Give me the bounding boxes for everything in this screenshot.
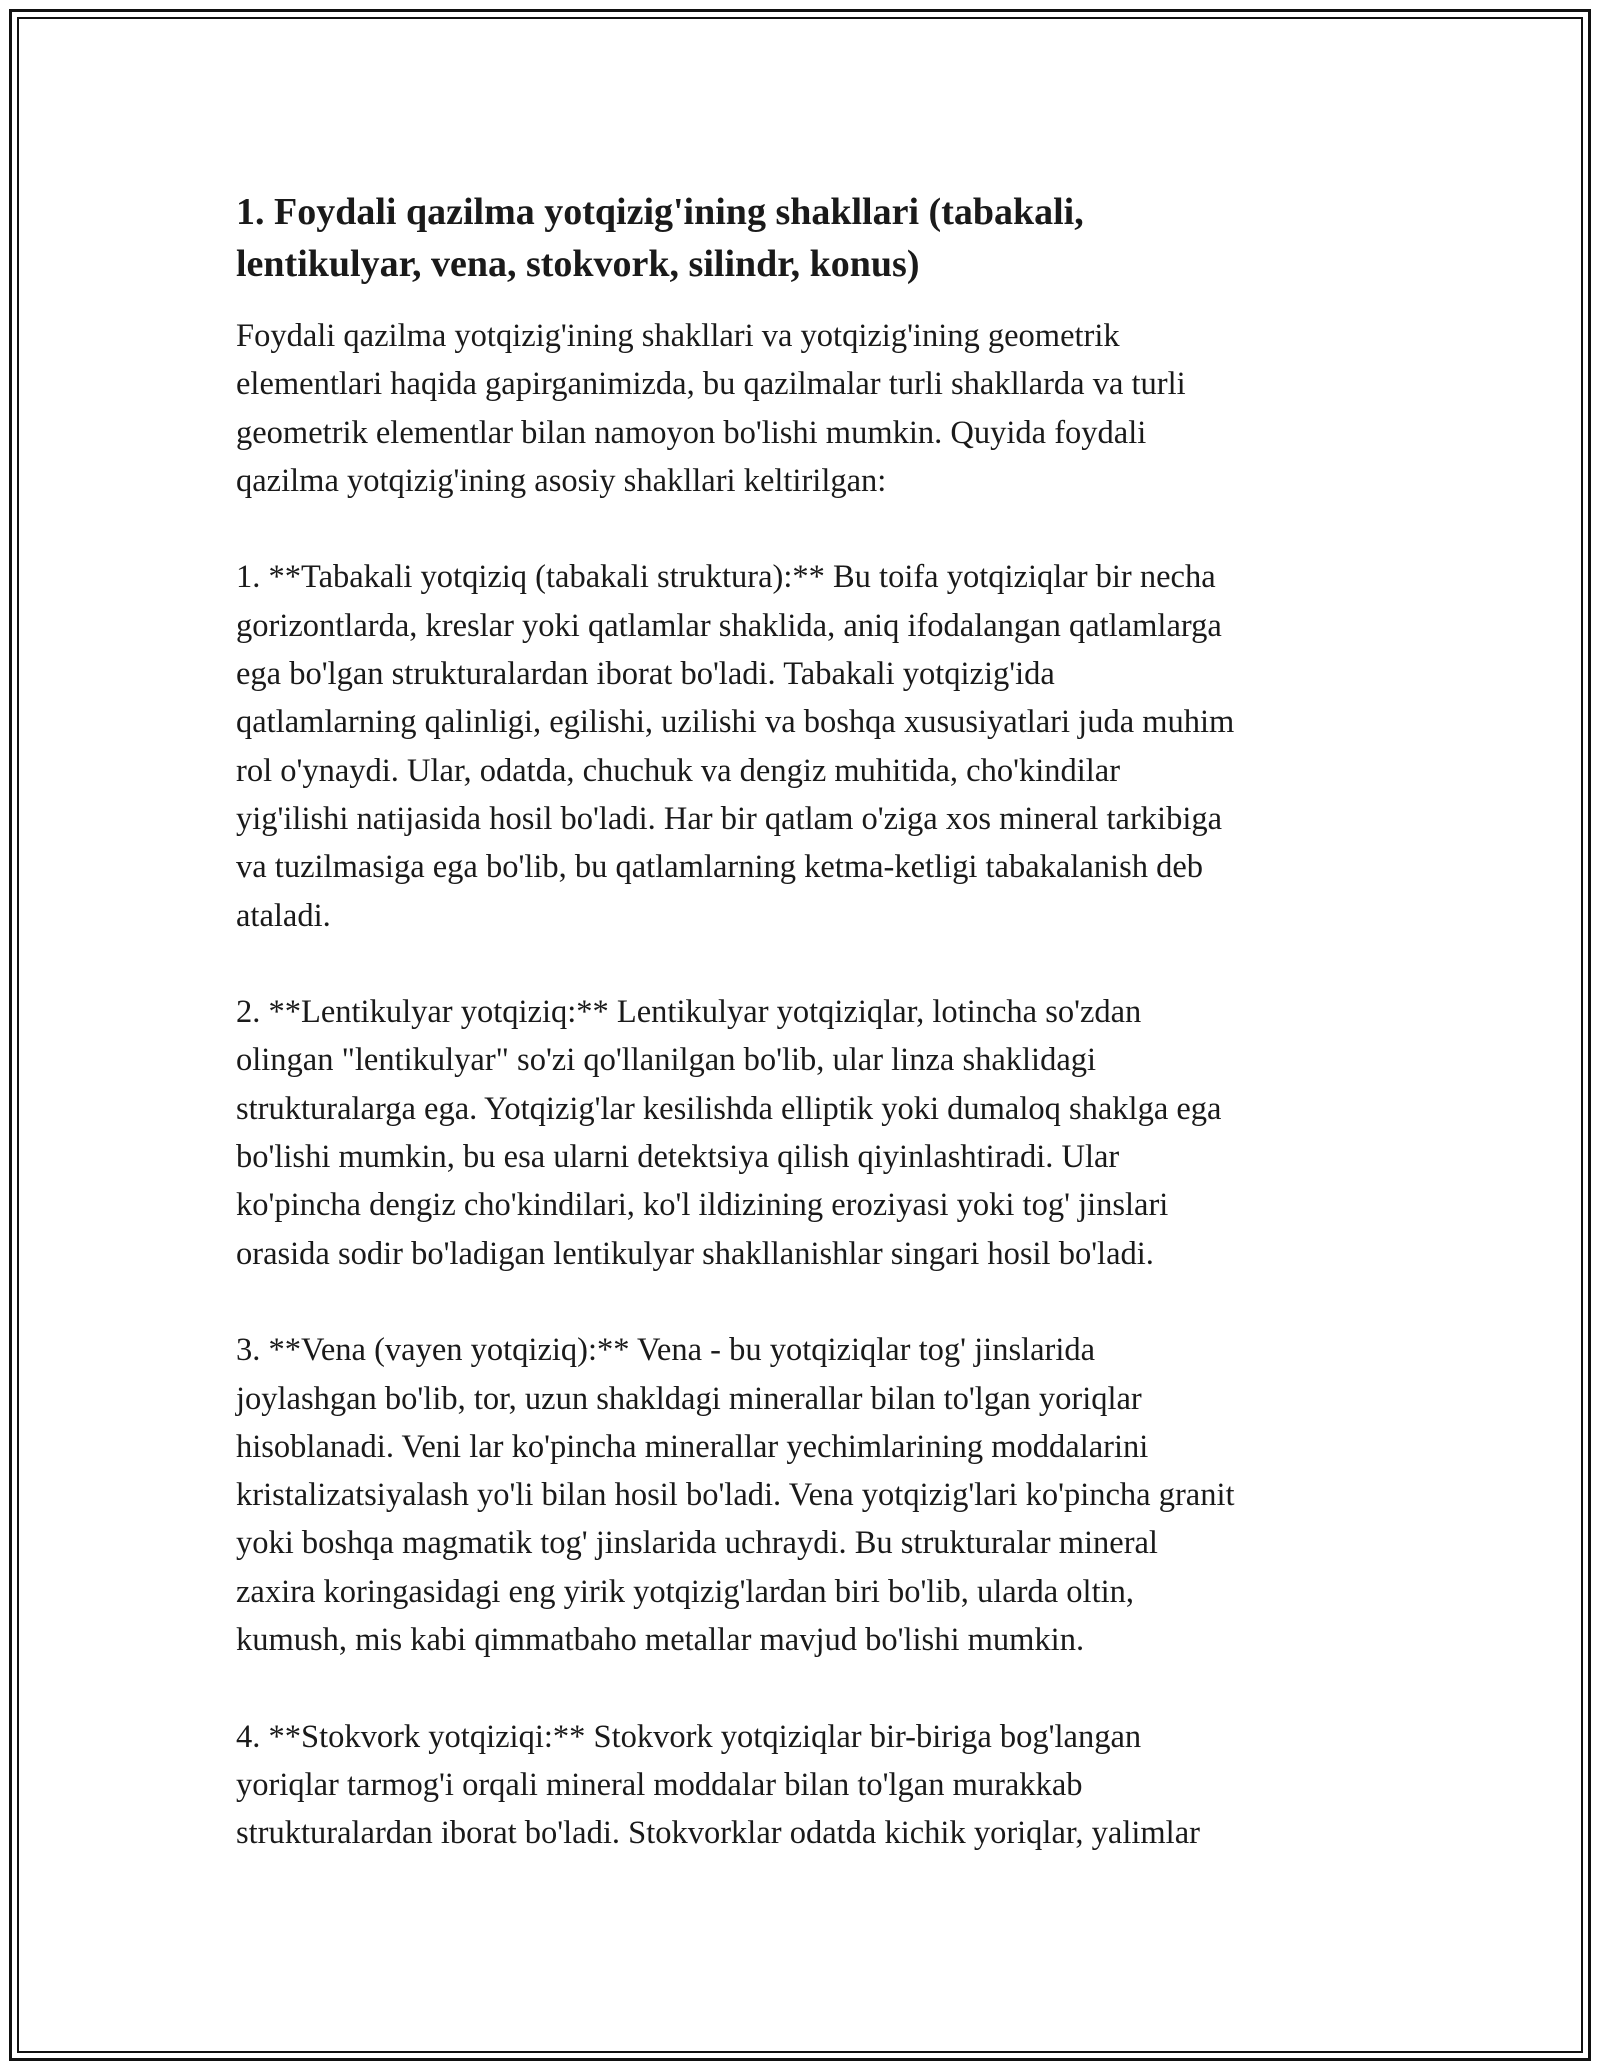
section-heading: 1. Foydali qazilma yotqizig'ining shakllari (tabakali, lentikulyar, vena, stokvork, silindr, konus) [236,191,1084,285]
intro-paragraph: Foydali qazilma yotqizig'ining shakllari va yotqizig'ining geometrik elementlari haqida gapirganimizda, bu qazilmalar turli shakllarda va turli geometrik elementlar bilan namoyon bo'lishi mumkin. Quyida foydali qazilma yotqizig'ining asosiy shakllari keltirilgan: [236,318,1186,499]
paragraph-lentikulyar: 2. **Lentikulyar yotqiziq:** Lentikulyar yotqiziqlar, lotincha so'zdan olingan "lentikulyar" so'zi qo'llanilgan bo'lib, ular linza shaklidagi strukturalarga ega. Yotqizig'lar kesilishda elliptik yoki dumaloq shaklga ega bo'lishi mumkin, bu esa ularni detektsiya qilish qiyinlashtiradi. Ular ko'pincha dengiz cho'kindilari, ko'l ildizining eroziyasi yoki tog' jinslari orasida sodir bo'ladigan lentikulyar shakllanishlar singari hosil bo'ladi. [236,994,1222,1272]
document-body [236,186,1376,1906]
paragraph-tabakali: 1. **Tabakali yotqiziq (tabakali struktura):** Bu toifa yotqiziqlar bir necha gorizontlarda, kreslar yoki qatlamlar shaklida, aniq ifodalangan qatlamlarga ega bo'lgan strukturalardan iborat bo'ladi. Tabakali yotqizig'ida qatlamlarning qalinligi, egilishi, uzilishi va boshqa xususiyatlari juda muhim rol o'ynaydi. Ular, odatda, chuchuk va dengiz muhitida, cho'kindilar yig'ilishi natijasida hosil bo'ladi. Har bir qatlam o'ziga xos mineral tarkibiga va tuzilmasiga ega bo'lib, bu qatlamlarning ketma-ketligi tabakalanish deb ataladi. [236,559,1235,934]
paragraph-vena: 3. **Vena (vayen yotqiziq):** Vena - bu yotqiziqlar tog' jinslarida joylashgan bo'lib, tor, uzun shakldagi minerallar bilan to'lgan yoriqlar hisoblanadi. Veni lar ko'pincha minerallar yechimlarining moddalarini kristalizatsiyalash yo'li bilan hosil bo'ladi. Vena yotqizig'lari ko'pincha granit yoki boshqa magmatik tog' jinslarida uchraydi. Bu strukturalar mineral zaxira koringasidagi eng yirik yotqizig'lardan biri bo'lib, ularda oltin, kumush, mis kabi qimmatbaho metallar mavjud bo'lishi mumkin. [236,1332,1235,1659]
paragraph-stokvork: 4. **Stokvork yotqiziqi:** Stokvork yotqiziqlar bir-biriga bog'langan yoriqlar tarmog'i orqali mineral moddalar bilan to'lgan murakkab strukturalardan iborat bo'ladi. Stokvorklar odatda kichik yoriqlar, yalimlar [236,1718,1200,1852]
